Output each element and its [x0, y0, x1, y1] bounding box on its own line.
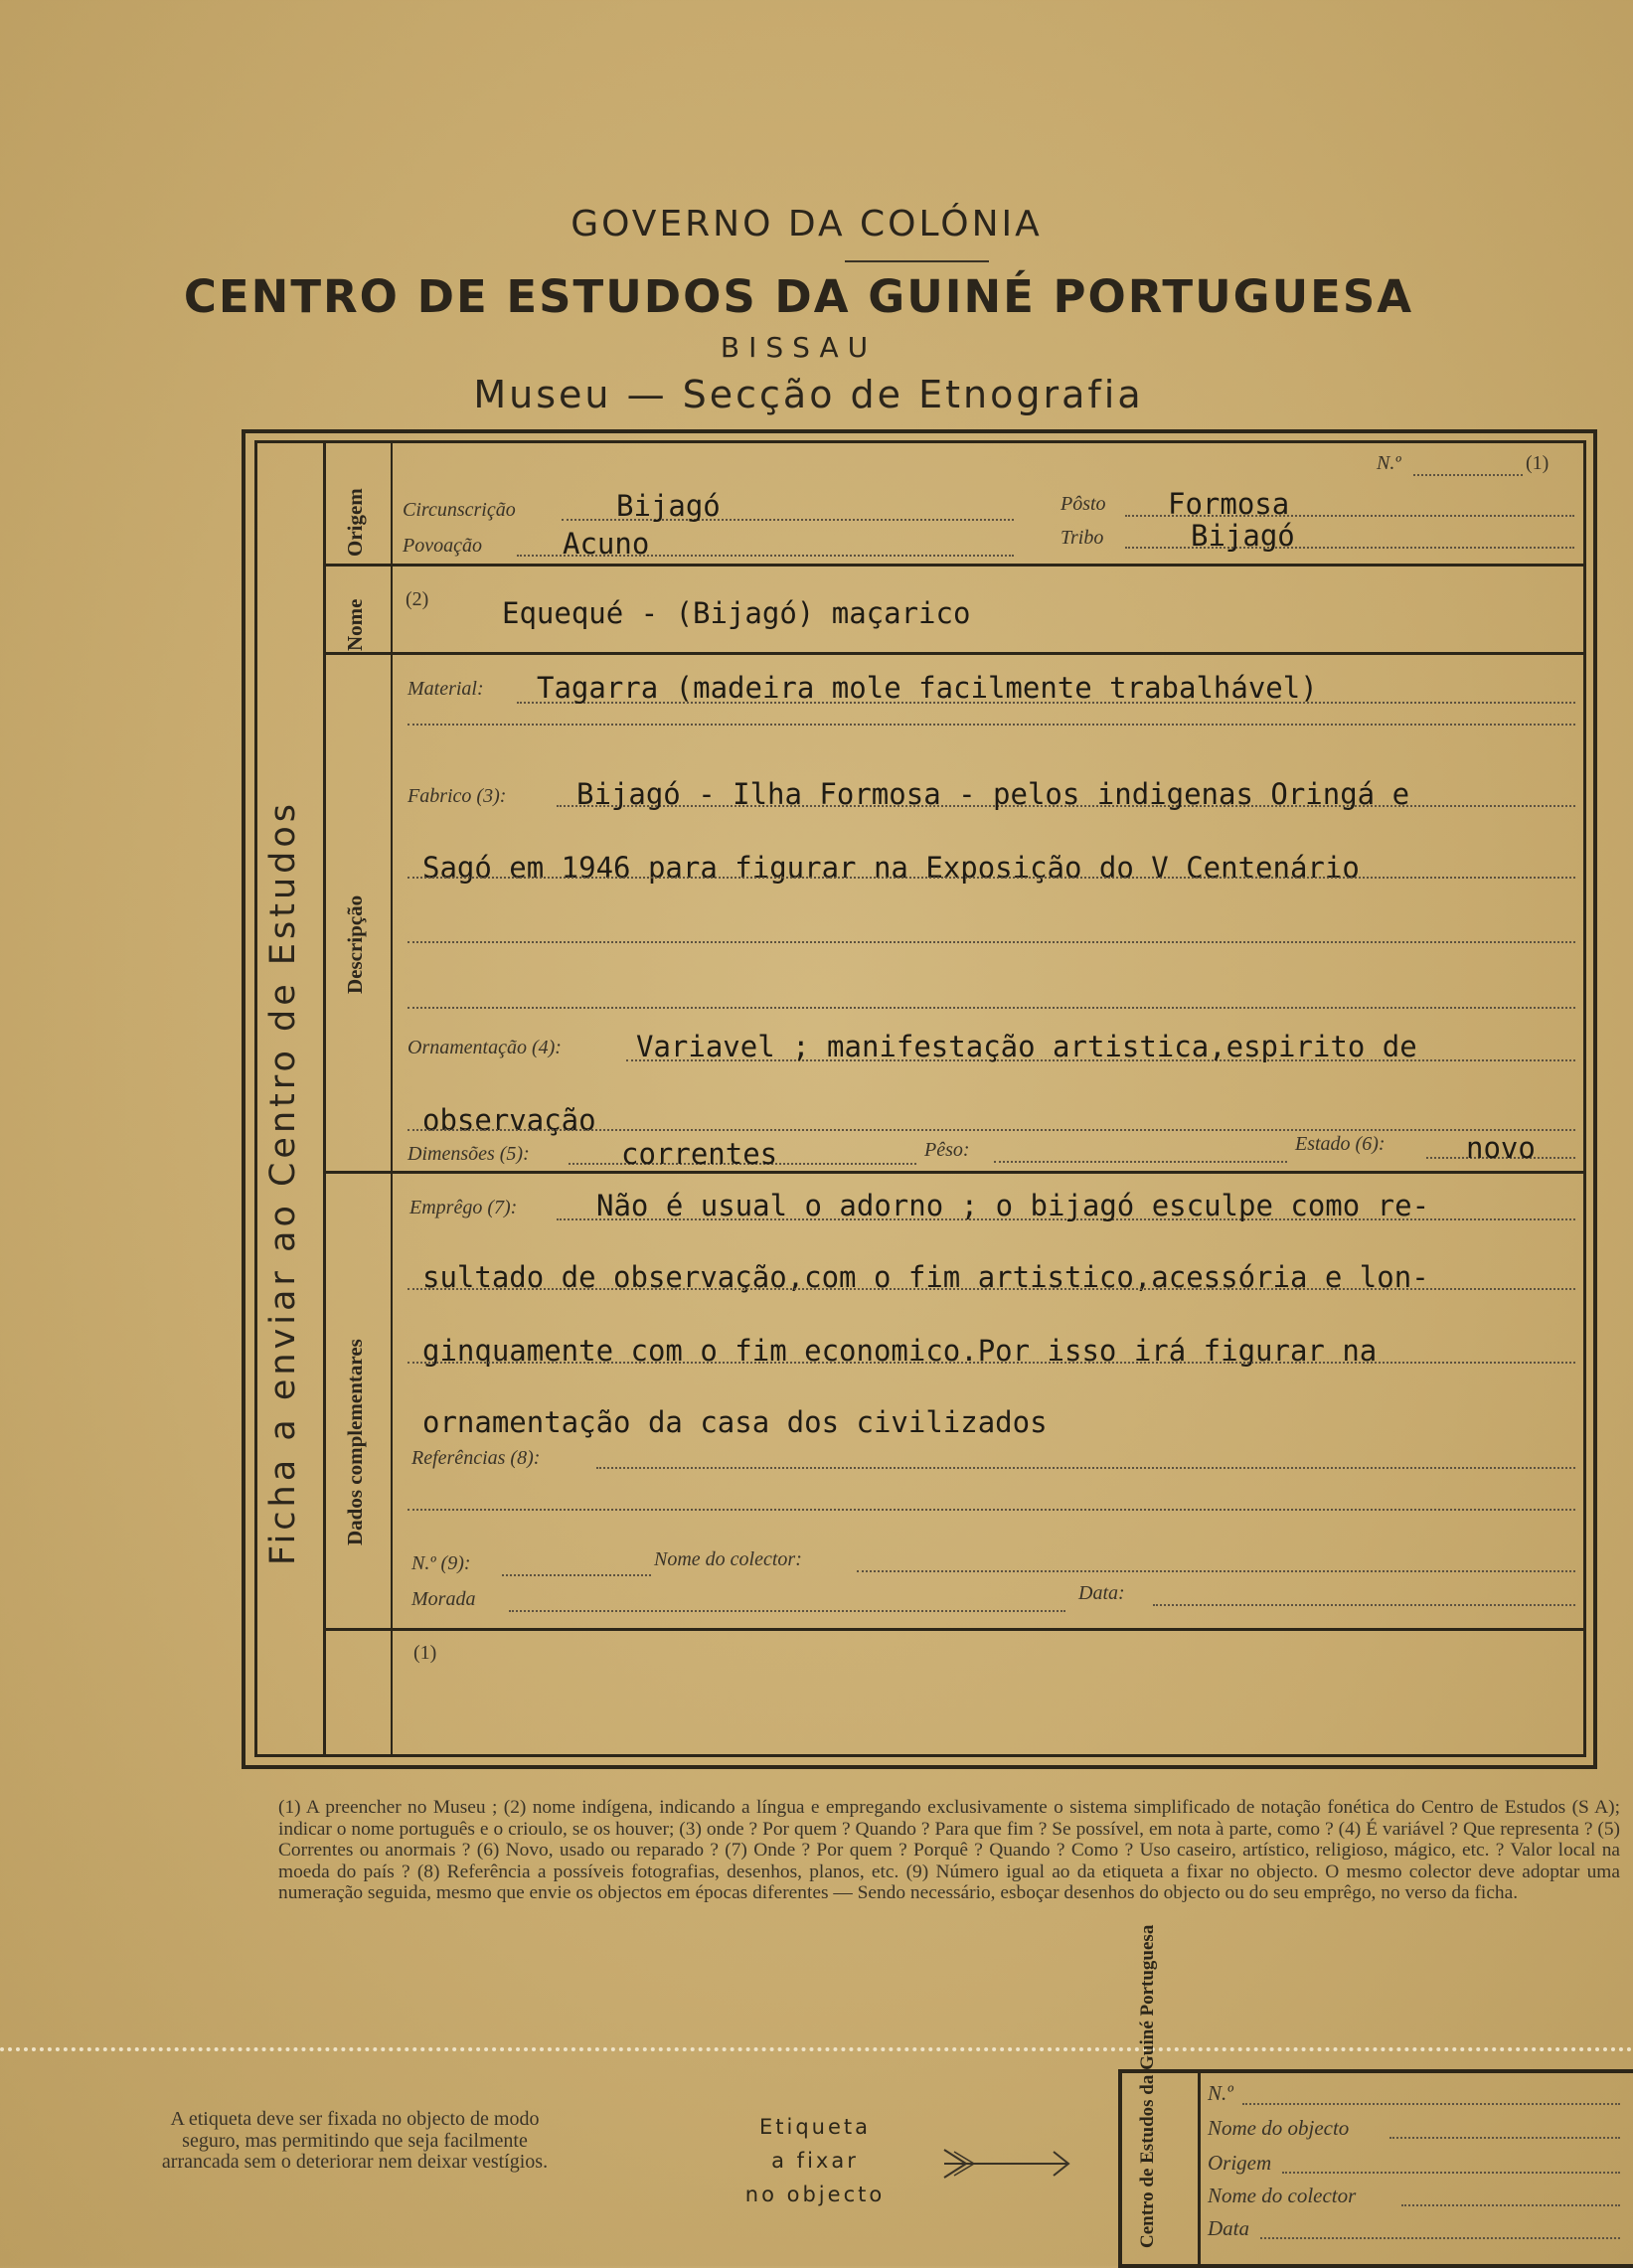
etiqueta-instructions: A etiqueta deve ser fixada no objecto de modo seguro, mas permitindo que seja facilmente arrancada sem o deteriorar nem deixar vestígios. [161, 2108, 549, 2173]
numero-label: N.º [1377, 452, 1401, 474]
side-column-separator [323, 440, 326, 1757]
header-rule [845, 260, 989, 262]
peso-dotline [994, 1161, 1287, 1163]
line-origem-nome [326, 564, 1586, 567]
tag-nome-label: Nome do objecto [1208, 2116, 1350, 2140]
nome-note: (2) [406, 588, 429, 610]
line-dados-bottom [326, 1628, 1586, 1631]
circunscricao-value: Bijagó [616, 489, 721, 523]
fabrico-value-1: Bijagó - Ilha Formosa - pelos indigenas Oringá e [576, 777, 1410, 811]
tag-data-label: Data [1208, 2216, 1249, 2240]
tribo-value: Bijagó [1191, 519, 1295, 553]
estado-label: Estado (6): [1295, 1133, 1386, 1155]
fabrico-value-2: Sagó em 1946 para figurar na Exposição do V Centenário [422, 851, 1360, 885]
colector-dotline [857, 1570, 1575, 1572]
data-dotline [1153, 1604, 1575, 1606]
fabrico-dotline-4 [408, 1007, 1575, 1009]
emprego-dotline-3 [408, 1362, 1575, 1364]
ornamentacao-value-1: Variavel ; manifestação artistica,espirito de [636, 1030, 1417, 1063]
ornamentacao-value-2: observação [422, 1103, 596, 1137]
povoacao-value: Acuno [563, 527, 650, 561]
data-label: Data: [1078, 1582, 1125, 1604]
tag-origem-dotline [1282, 2172, 1620, 2174]
dimensoes-label: Dimensões (5): [408, 1143, 530, 1165]
tag-nome-dotline [1389, 2137, 1620, 2139]
nome-value: Equequé - (Bijagó) maçarico [502, 596, 971, 630]
header-line-4: Museu — Secção de Etnografia [473, 373, 1144, 416]
fabrico-dotline-2 [408, 877, 1575, 879]
referencias-dotline [596, 1467, 1575, 1469]
emprego-value-4: ornamentação da casa dos civilizados [422, 1405, 1048, 1439]
tag-data-dotline [1260, 2237, 1620, 2239]
line-nome-descricao [326, 652, 1586, 655]
tag-numero-dotline [1242, 2103, 1620, 2105]
ornamentacao-label: Ornamentação (4): [408, 1037, 562, 1058]
line-descricao-dados [326, 1171, 1586, 1174]
n9-dotline [502, 1574, 651, 1576]
tag-colector-label: Nome do colector [1208, 2184, 1357, 2207]
posto-label: Pôsto [1061, 493, 1106, 515]
section-origem: Origem [343, 488, 367, 557]
tag-colector-dotline [1401, 2204, 1620, 2206]
colector-label: Nome do colector: [654, 1548, 802, 1570]
etiqueta-tag-separator [1198, 2069, 1201, 2266]
section-descricao: Descripção [343, 894, 367, 994]
ornamentacao-dotline-2 [408, 1129, 1575, 1131]
fabrico-dotline-3 [408, 941, 1575, 943]
povoacao-label: Povoação [403, 535, 482, 557]
peso-label: Pêso: [924, 1139, 970, 1161]
header-line-3: BISSAU [720, 331, 878, 364]
section-dados: Dados complementares [343, 1339, 367, 1545]
header-line-2: CENTRO DE ESTUDOS DA GUINÉ PORTUGUESA [183, 270, 1414, 323]
etiqueta-title-2: a fixar [771, 2149, 859, 2173]
side-text: Ficha a enviar ao Centro de Estudos [263, 799, 303, 1565]
header-line-1: GOVERNO DA COLÓNIA [571, 204, 1043, 244]
numero-dotline [1413, 474, 1523, 476]
arrow-right-icon [934, 2142, 1083, 2191]
perforation-line [0, 2047, 1633, 2051]
morada-dotline [509, 1610, 1065, 1612]
referencias-dotline-2 [408, 1509, 1575, 1511]
emprego-value-3: ginquamente com o fim economico.Por isso irá figurar na [422, 1334, 1378, 1368]
posto-value: Formosa [1168, 487, 1290, 521]
etiqueta-title-3: no objecto [744, 2183, 886, 2206]
emprego-value-1: Não é usual o adorno ; o bijagó esculpe como re- [596, 1189, 1430, 1222]
emprego-value-2: sultado de observação,com o fim artistico,acessória e lon- [422, 1260, 1429, 1294]
n9-label: N.º (9): [411, 1552, 471, 1574]
tribo-label: Tribo [1061, 527, 1104, 549]
estado-value: novo [1466, 1131, 1536, 1165]
referencias-label: Referências (8): [411, 1447, 541, 1469]
morada-label: Morada [411, 1588, 476, 1610]
emprego-dotline-2 [408, 1288, 1575, 1290]
numero-note: (1) [1526, 452, 1550, 474]
section-column-separator [391, 440, 393, 1757]
emprego-label: Emprêgo (7): [409, 1197, 518, 1218]
material-dotline-2 [408, 724, 1575, 726]
tag-origem-label: Origem [1208, 2151, 1272, 2175]
etiqueta-tag-title: Centro de Estudos da Guiné Portuguesa [1137, 1924, 1158, 2248]
bottom-note: (1) [413, 1642, 437, 1664]
tag-numero-label: N.º [1208, 2081, 1233, 2105]
section-nome: Nome [343, 598, 367, 651]
footnotes: (1) A preencher no Museu ; (2) nome indígena, indicando a língua e empregando exclusivamente o sistema simplificado de notação fonética do Centro de Estudos (S A); indicar o nome português e o crioulo, se os houver; (3) onde ? Por quem ? Quando ? Para que fim ? Se possível, em nota à parte, como ? (4) É variável ? Que representa ? (5) Correntes ou anormais ? (6) Novo, usado ou reparado ? (7) Onde ? Por quem ? Porquê ? Quando ? Como ? Uso caseiro, artístico, religioso, mágico, etc. ? Valor local na moeda do país ? (8) Referência a possíveis fotografias, desenhos, planos, etc. (9) Número igual ao da etiqueta a fixar no objecto. O mesmo colector deve adoptar uma numeração seguida, mesmo que envie os objectos em épocas diferentes — Sendo necessário, esboçar desenhos do objecto ou do seu emprêgo, no verso da ficha. [278, 1797, 1620, 1903]
dimensoes-value: correntes [621, 1137, 778, 1171]
fabrico-label: Fabrico (3): [408, 785, 507, 807]
material-label: Material: [408, 678, 484, 700]
etiqueta-title-1: Etiqueta [759, 2115, 871, 2139]
material-value: Tagarra (madeira mole facilmente trabalhável) [537, 671, 1318, 705]
circunscricao-label: Circunscrição [403, 499, 516, 521]
